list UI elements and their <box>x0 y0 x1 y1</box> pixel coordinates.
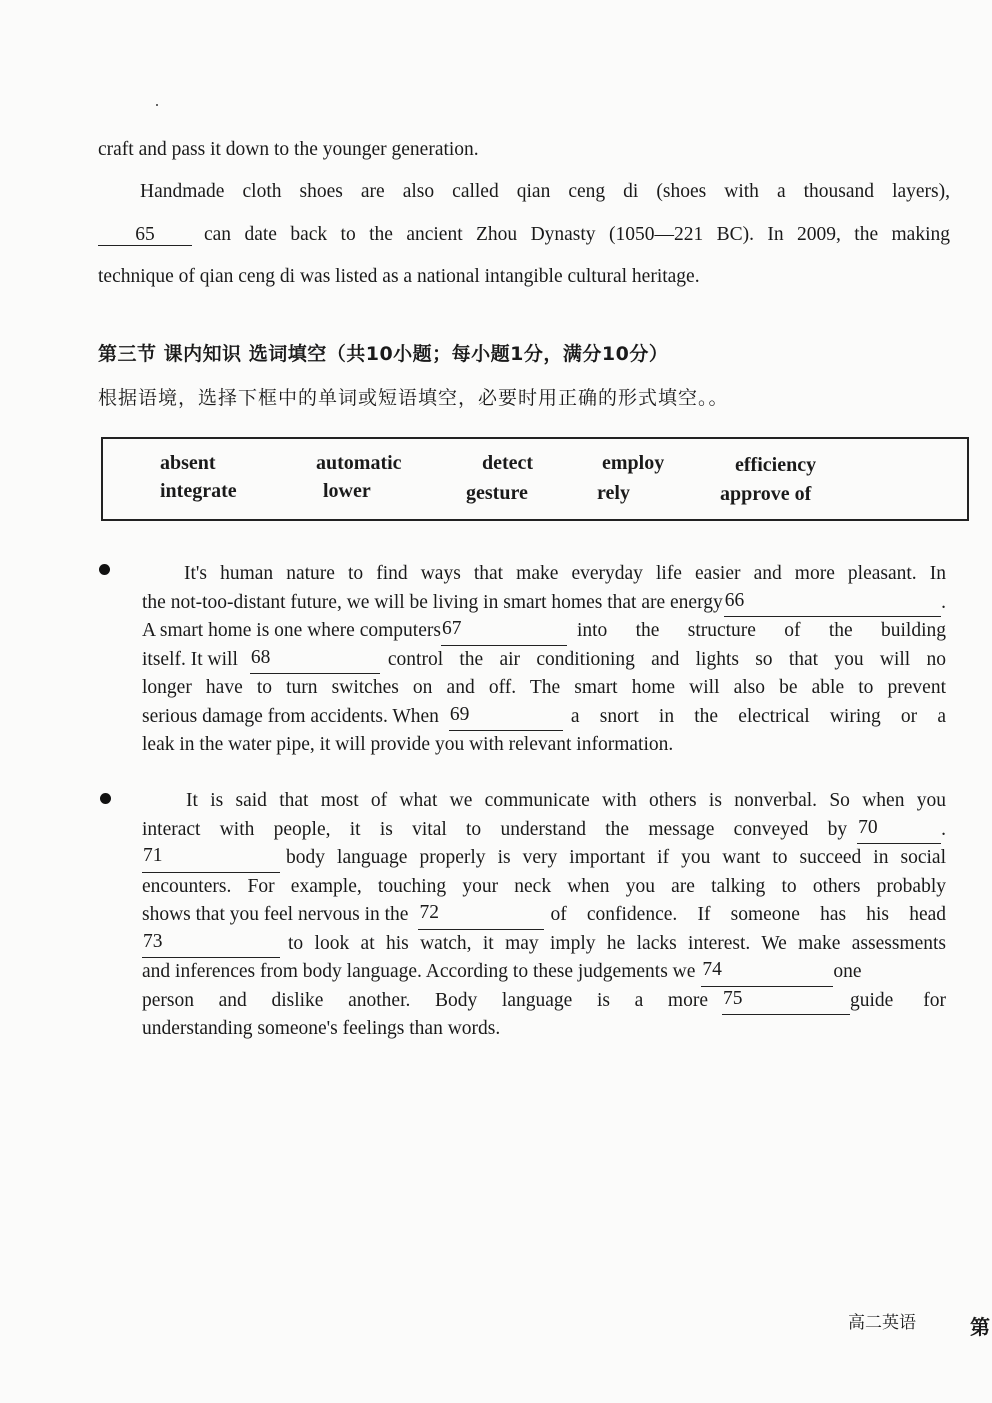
paragraph-text: shows that you feel nervous in the <box>142 904 409 925</box>
paragraph-text: A smart home is one where computers <box>142 620 441 641</box>
paragraph-text: body language properly is very important if you want to succeed in social <box>286 847 946 868</box>
word-option: efficiency <box>735 454 817 476</box>
paragraph-line <box>142 987 946 1016</box>
paragraph-line <box>142 901 946 930</box>
paragraph-body-language <box>142 787 946 1044</box>
blank-73[interactable]: 73 <box>142 930 280 959</box>
paragraph-line: It's human nature to find ways that make everyday life easier and more pleasant. In <box>184 563 946 584</box>
paragraph-line <box>142 844 946 873</box>
paragraph-line <box>142 930 946 959</box>
paragraph-smart-home <box>142 560 946 760</box>
word-option: automatic <box>316 452 402 474</box>
word-option: absent <box>160 452 216 474</box>
paragraph-text: interact with people, it is vital to understand the message conveyed by <box>142 818 848 840</box>
paragraph-text: . <box>941 818 946 840</box>
paragraph-line <box>142 703 946 732</box>
blank-71[interactable]: 71 <box>142 844 280 873</box>
blank-70[interactable]: 70 <box>857 816 941 845</box>
paragraph-line: leak in the water pipe, it will provide you with relevant information. <box>142 734 674 755</box>
paragraph-text: guide for <box>850 989 946 1011</box>
word-option: gesture <box>466 482 528 504</box>
word-option: employ <box>602 452 665 474</box>
paragraph-text: and inferences from body language. According to these judgements we <box>142 961 696 982</box>
paragraph-text: one <box>833 961 862 982</box>
paragraph-text: control the air conditioning and lights so that you will no <box>387 648 946 670</box>
paragraph-line: It is said that most of what we communicate with others is nonverbal. So when you <box>186 790 946 811</box>
blank-69[interactable]: 69 <box>449 703 563 732</box>
blank-74[interactable]: 74 <box>701 958 833 987</box>
speck-mark <box>156 104 158 106</box>
paragraph-line <box>142 646 946 675</box>
paragraph-line <box>142 958 946 987</box>
word-option: integrate <box>160 480 237 502</box>
blank-67[interactable]: 67 <box>441 617 567 646</box>
blank-68[interactable]: 68 <box>250 646 380 675</box>
paragraph-text: serious damage from accidents. When <box>142 705 439 727</box>
paragraph-text: person and dislike another. Body language is a more <box>142 989 708 1011</box>
blank-75[interactable]: 75 <box>722 987 850 1016</box>
blank-66[interactable]: 66 <box>724 589 941 618</box>
passage-para2-line3: technique of qian ceng di was listed as a national intangible cultural heritage. <box>98 266 700 287</box>
word-option: detect <box>482 452 534 474</box>
paragraph-text: into the structure of the building <box>576 620 946 641</box>
word-option: approve of <box>720 483 812 505</box>
word-option: rely <box>597 482 630 504</box>
paragraph-text: to look at his watch, it may imply he lacks interest. We make assessments <box>288 932 946 954</box>
paragraph-line <box>142 589 946 618</box>
blank-65[interactable]: 65 <box>98 225 192 246</box>
section-instruction: 根据语境，选择下框中的单词或短语填空，必要时用正确的形式填空。。 <box>98 387 729 409</box>
paragraph-line: longer have to turn switches on and off. The smart home will also be able to prevent <box>142 677 946 698</box>
section-title: 第三节 课内知识 选词填空（共10小题；每小题1分，满分10分） <box>98 343 669 365</box>
bullet-dot <box>100 793 111 804</box>
passage-text: can date back to the ancient Zhou Dynasty (1050—221 BC). In 2009, the making <box>204 224 950 245</box>
paragraph-text: of confidence. If someone has his head <box>550 904 946 925</box>
passage-para2-line2 <box>98 225 950 246</box>
word-option: lower <box>323 480 371 502</box>
bullet-dot <box>99 564 110 575</box>
footer-page-prefix: 第 <box>970 1315 990 1339</box>
paragraph-line <box>142 617 946 646</box>
passage-continuation-line: craft and pass it down to the younger generation. <box>98 139 479 160</box>
paragraph-text: . <box>941 591 946 613</box>
footer-subject: 高二英语 <box>848 1313 916 1333</box>
word-box <box>101 437 969 521</box>
paragraph-text: itself. It will <box>142 648 238 670</box>
passage-para2-line1: Handmade cloth shoes are also called qian ceng di (shoes with a thousand layers), <box>140 181 950 202</box>
blank-72[interactable]: 72 <box>418 901 544 930</box>
paragraph-line <box>142 816 946 845</box>
paragraph-line: encounters. For example, touching your neck when you are talking to others probably <box>142 875 946 897</box>
paragraph-text: the not-too-distant future, we will be living in smart homes that are energy <box>142 591 723 613</box>
paragraph-text: a snort in the electrical wiring or a <box>570 705 946 727</box>
paragraph-line: understanding someone's feelings than words. <box>142 1018 501 1039</box>
